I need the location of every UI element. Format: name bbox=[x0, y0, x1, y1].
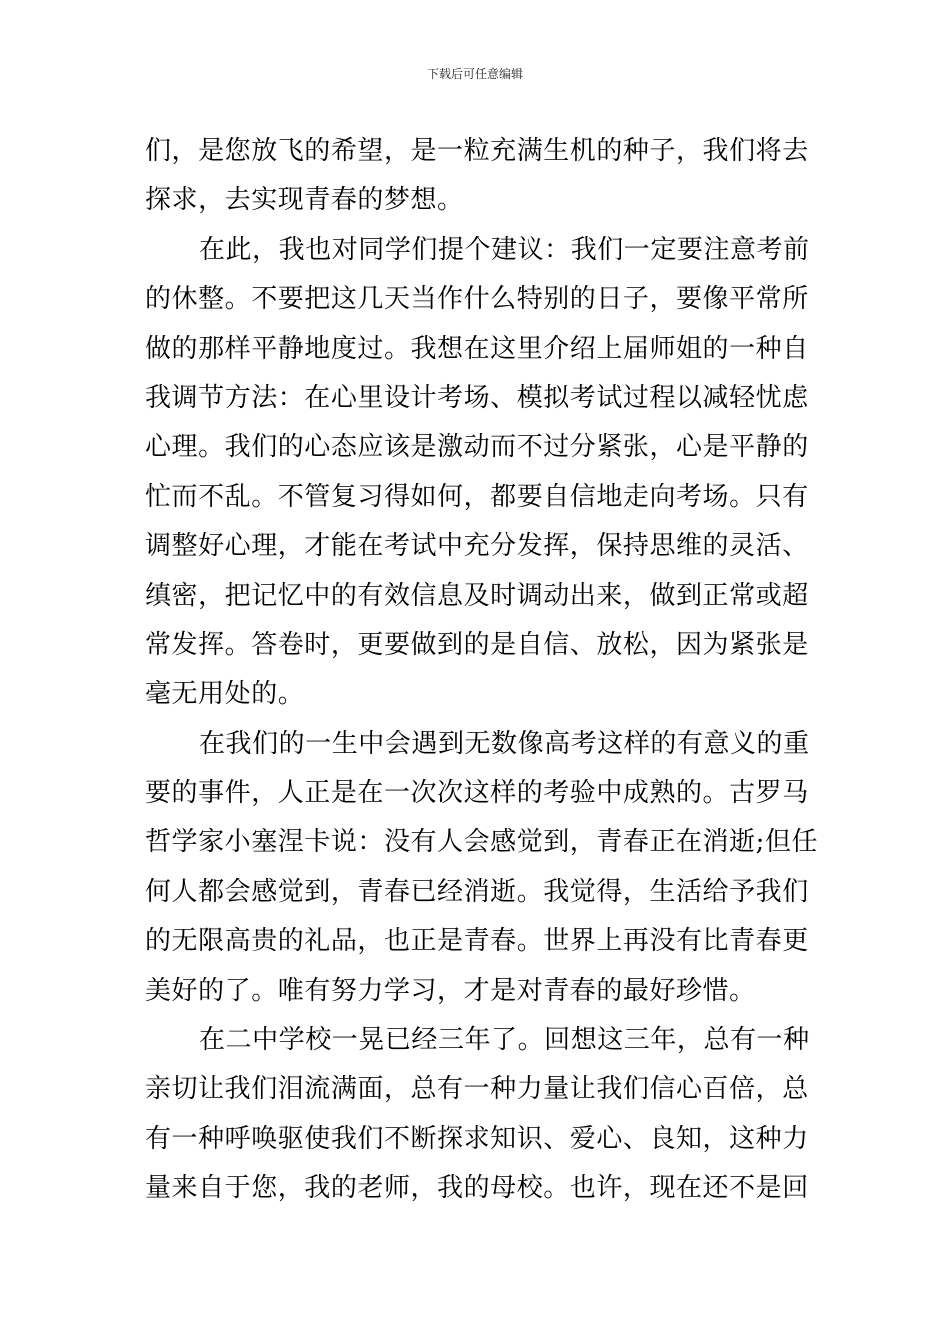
text-line: 毫无用处的。 bbox=[145, 679, 305, 710]
text-line: 心理。我们的心态应该是激动而不过分紧张，心是平静的 bbox=[145, 432, 809, 463]
paragraph-first-line: 在二中学校一晃已经三年了。回想这三年，总有一种 bbox=[199, 1025, 810, 1056]
text-line: 我调节方法：在心里设计考场、模拟考试过程以减轻忧虑 bbox=[145, 382, 809, 413]
text-line: 做的那样平静地度过。我想在这里介绍上届师姐的一种自 bbox=[145, 333, 809, 364]
text-line: 何人都会感觉到，青春已经消逝。我觉得，生活给予我们 bbox=[145, 876, 809, 907]
text-line: 的无限高贵的礼品，也正是青春。世界上再没有比青春更 bbox=[145, 926, 809, 957]
text-line: 忙而不乱。不管复习得如何，都要自信地走向考场。只有 bbox=[145, 481, 809, 512]
document-body bbox=[145, 127, 819, 1214]
text-line: 要的事件，人正是在一次次这样的考验中成熟的。古罗马 bbox=[145, 778, 809, 809]
paragraph-first-line: 在我们的一生中会遇到无数像高考这样的有意义的重 bbox=[199, 728, 810, 759]
text-line: 常发挥。答卷时，更要做到的是自信、放松，因为紧张是 bbox=[145, 629, 809, 660]
text-line: 探求，去实现青春的梦想。 bbox=[145, 185, 464, 216]
text-line: 们，是您放飞的希望，是一粒充满生机的种子，我们将去 bbox=[145, 136, 809, 166]
text-line: 亲切让我们泪流满面，总有一种力量让我们信心百倍，总 bbox=[145, 1074, 809, 1105]
text-line: 调整好心理，才能在考试中充分发挥，保持思维的灵活、 bbox=[145, 531, 809, 562]
text-line: 量来自于您，我的老师，我的母校。也许，现在还不是回 bbox=[145, 1173, 809, 1204]
page-header: 下载后可任意编辑 bbox=[426, 67, 523, 81]
text-line: 缜密，把记忆中的有效信息及时调动出来，做到正常或超 bbox=[145, 580, 809, 611]
paragraph-first-line: 在此，我也对同学们提个建议：我们一定要注意考前 bbox=[199, 234, 810, 265]
text-line: 哲学家小塞涅卡说：没有人会感觉到，青春正在消逝;但任 bbox=[145, 827, 819, 858]
text-line: 有一种呼唤驱使我们不断探求知识、爱心、良知，这种力 bbox=[145, 1123, 809, 1154]
text-line: 的休整。不要把这几天当作什么特别的日子，要像平常所 bbox=[145, 284, 809, 315]
text-line: 美好的了。唯有努力学习，才是对青春的最好珍惜。 bbox=[145, 975, 756, 1006]
